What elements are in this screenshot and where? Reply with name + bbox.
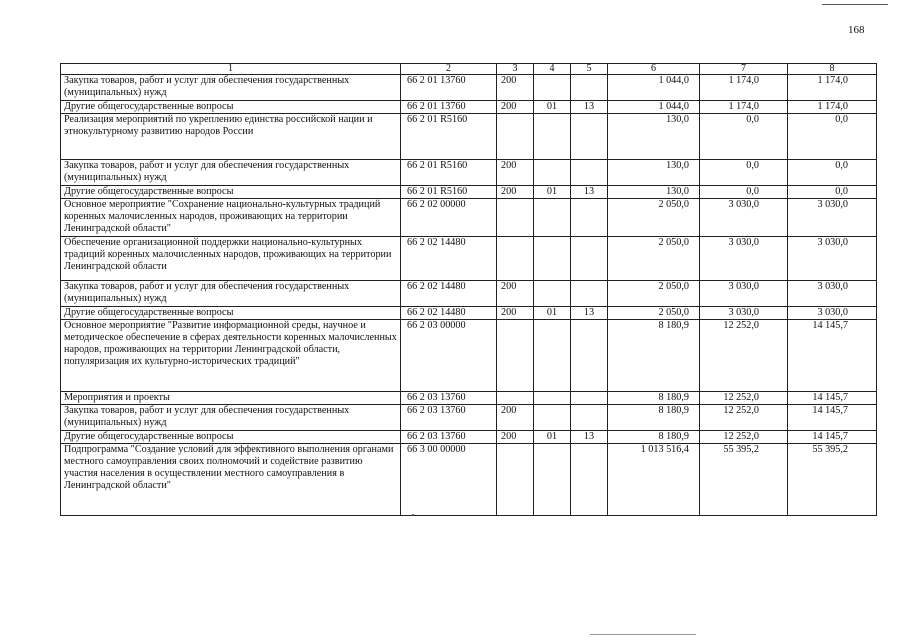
- row-section-cell: [534, 392, 571, 405]
- header-cell: 1: [61, 64, 401, 75]
- row-expense-type-cell: [497, 392, 534, 405]
- row-section-cell: 01: [534, 431, 571, 444]
- row-code-cell: 66 3 00 00000: [401, 444, 497, 516]
- row-value-col6-cell: 1 044,0: [608, 75, 700, 101]
- row-value-col7-cell: 1 174,0: [700, 101, 788, 114]
- row-subsection-cell: 13: [571, 101, 608, 114]
- row-section-cell: [534, 160, 571, 186]
- row-name-cell: Закупка товаров, работ и услуг для обеспечения государственных (муниципальных) нужд: [61, 281, 401, 307]
- top-rule-line: [822, 4, 888, 5]
- row-section-cell: [534, 199, 571, 237]
- row-value-col7-cell: 0,0: [700, 186, 788, 199]
- row-value-col6-cell: 2 050,0: [608, 281, 700, 307]
- row-value-col7-cell: 12 252,0: [700, 431, 788, 444]
- table-row: [61, 281, 877, 307]
- row-value-col8-cell: 14 145,7: [788, 405, 877, 431]
- row-section-cell: [534, 75, 571, 101]
- row-code-cell: 66 2 02 00000: [401, 199, 497, 237]
- row-code-cell: 66 2 01 R5160: [401, 186, 497, 199]
- row-value-col8-cell: 0,0: [788, 186, 877, 199]
- row-name-cell: Закупка товаров, работ и услуг для обеспечения государственных (муниципальных) нужд: [61, 405, 401, 431]
- row-value-col6-cell: 1 013 516,4: [608, 444, 700, 516]
- table-row: [61, 186, 877, 199]
- row-value-col7-cell: 3 030,0: [700, 199, 788, 237]
- row-expense-type-cell: 200: [497, 405, 534, 431]
- row-value-col7-cell: 0,0: [700, 114, 788, 160]
- row-subsection-cell: [571, 75, 608, 101]
- row-expense-type-cell: 200: [497, 281, 534, 307]
- table-row: [61, 101, 877, 114]
- row-value-col6-cell: 2 050,0: [608, 199, 700, 237]
- row-value-col8-cell: 1 174,0: [788, 75, 877, 101]
- row-value-col8-cell: 3 030,0: [788, 281, 877, 307]
- row-value-col7-cell: 0,0: [700, 160, 788, 186]
- row-subsection-cell: [571, 160, 608, 186]
- row-section-cell: 01: [534, 186, 571, 199]
- row-expense-type-cell: 200: [497, 101, 534, 114]
- row-value-col8-cell: 1 174,0: [788, 101, 877, 114]
- header-cell: 7: [700, 64, 788, 75]
- row-value-col7-cell: 1 174,0: [700, 75, 788, 101]
- row-expense-type-cell: 200: [497, 160, 534, 186]
- scan-speck: [412, 514, 414, 516]
- row-section-cell: 01: [534, 101, 571, 114]
- row-subsection-cell: 13: [571, 307, 608, 320]
- row-code-cell: 66 2 02 14480: [401, 281, 497, 307]
- row-code-cell: 66 2 03 00000: [401, 320, 497, 392]
- table-row: [61, 237, 877, 281]
- row-code-cell: 66 2 01 R5160: [401, 160, 497, 186]
- row-name-cell: Закупка товаров, работ и услуг для обеспечения государственных (муниципальных) нужд: [61, 160, 401, 186]
- row-value-col8-cell: 14 145,7: [788, 392, 877, 405]
- row-name-cell: Обеспечение организационной поддержки национально-культурных традиций коренных малочисленных народов, проживающих на территории Ленинградской области: [61, 237, 401, 281]
- row-value-col8-cell: 0,0: [788, 114, 877, 160]
- row-value-col6-cell: 8 180,9: [608, 405, 700, 431]
- row-section-cell: [534, 444, 571, 516]
- row-name-cell: Другие общегосударственные вопросы: [61, 307, 401, 320]
- row-code-cell: 66 2 03 13760: [401, 392, 497, 405]
- row-code-cell: 66 2 01 13760: [401, 75, 497, 101]
- row-value-col7-cell: 12 252,0: [700, 405, 788, 431]
- table-row: [61, 444, 877, 516]
- row-name-cell: Мероприятия и проекты: [61, 392, 401, 405]
- row-expense-type-cell: 200: [497, 75, 534, 101]
- row-code-cell: 66 2 01 R5160: [401, 114, 497, 160]
- row-expense-type-cell: 200: [497, 186, 534, 199]
- row-name-cell: Основное мероприятие "Развитие информационной среды, научное и методическое обеспечение в сферах деятельности коренных малочисленных народов, проживающих на территории Ленинградской области, популяризация их культурно-исторических традиций": [61, 320, 401, 392]
- row-value-col6-cell: 2 050,0: [608, 237, 700, 281]
- table-row: [61, 160, 877, 186]
- row-section-cell: [534, 320, 571, 392]
- row-expense-type-cell: [497, 114, 534, 160]
- row-name-cell: Другие общегосударственные вопросы: [61, 431, 401, 444]
- row-subsection-cell: [571, 114, 608, 160]
- header-cell: 4: [534, 64, 571, 75]
- row-expense-type-cell: 200: [497, 431, 534, 444]
- header-cell: 5: [571, 64, 608, 75]
- row-section-cell: [534, 405, 571, 431]
- table-row: [61, 307, 877, 320]
- row-subsection-cell: 13: [571, 431, 608, 444]
- row-name-cell: Реализация мероприятий по укреплению единства российской нации и этнокультурному развитию народов России: [61, 114, 401, 160]
- row-value-col7-cell: 12 252,0: [700, 392, 788, 405]
- table-header-row: [61, 64, 877, 75]
- row-name-cell: Подпрограмма "Создание условий для эффективного выполнения органами местного самоуправления своих полномочий и содействие развитию участия населения в осуществлении местного самоуправления в Ленинградской области": [61, 444, 401, 516]
- row-subsection-cell: [571, 320, 608, 392]
- row-expense-type-cell: [497, 320, 534, 392]
- row-section-cell: [534, 114, 571, 160]
- row-value-col8-cell: 3 030,0: [788, 237, 877, 281]
- row-value-col6-cell: 8 180,9: [608, 431, 700, 444]
- row-value-col8-cell: 14 145,7: [788, 431, 877, 444]
- row-value-col7-cell: 55 395,2: [700, 444, 788, 516]
- row-code-cell: 66 2 02 14480: [401, 307, 497, 320]
- row-value-col7-cell: 3 030,0: [700, 307, 788, 320]
- row-value-col6-cell: 130,0: [608, 160, 700, 186]
- table-body: [61, 64, 877, 516]
- row-code-cell: 66 2 03 13760: [401, 431, 497, 444]
- header-cell: 3: [497, 64, 534, 75]
- table-row: [61, 114, 877, 160]
- row-code-cell: 66 2 02 14480: [401, 237, 497, 281]
- table-row: [61, 431, 877, 444]
- row-subsection-cell: [571, 199, 608, 237]
- page-number: 168: [848, 24, 865, 36]
- row-subsection-cell: 13: [571, 186, 608, 199]
- row-expense-type-cell: [497, 444, 534, 516]
- row-value-col6-cell: 130,0: [608, 186, 700, 199]
- bottom-rule-line: [590, 634, 696, 635]
- row-code-cell: 66 2 03 13760: [401, 405, 497, 431]
- row-section-cell: [534, 237, 571, 281]
- row-name-cell: Другие общегосударственные вопросы: [61, 101, 401, 114]
- row-subsection-cell: [571, 237, 608, 281]
- row-subsection-cell: [571, 405, 608, 431]
- budget-table: [60, 63, 877, 516]
- header-cell: 2: [401, 64, 497, 75]
- row-value-col6-cell: 130,0: [608, 114, 700, 160]
- row-value-col8-cell: 3 030,0: [788, 199, 877, 237]
- row-value-col7-cell: 12 252,0: [700, 320, 788, 392]
- row-value-col8-cell: 3 030,0: [788, 307, 877, 320]
- row-subsection-cell: [571, 444, 608, 516]
- table-row: [61, 320, 877, 392]
- row-name-cell: Основное мероприятие "Сохранение национально-культурных традиций коренных малочисленных народов, проживающих на территории Ленинградской области": [61, 199, 401, 237]
- table-row: [61, 405, 877, 431]
- row-subsection-cell: [571, 392, 608, 405]
- row-code-cell: 66 2 01 13760: [401, 101, 497, 114]
- row-name-cell: Закупка товаров, работ и услуг для обеспечения государственных (муниципальных) нужд: [61, 75, 401, 101]
- row-value-col6-cell: 1 044,0: [608, 101, 700, 114]
- table-row: [61, 392, 877, 405]
- row-section-cell: 01: [534, 307, 571, 320]
- row-expense-type-cell: [497, 199, 534, 237]
- row-value-col8-cell: 0,0: [788, 160, 877, 186]
- row-value-col6-cell: 2 050,0: [608, 307, 700, 320]
- table-row: [61, 199, 877, 237]
- row-expense-type-cell: [497, 237, 534, 281]
- row-value-col7-cell: 3 030,0: [700, 237, 788, 281]
- row-expense-type-cell: 200: [497, 307, 534, 320]
- header-cell: 6: [608, 64, 700, 75]
- table-row: [61, 75, 877, 101]
- row-value-col8-cell: 14 145,7: [788, 320, 877, 392]
- row-value-col7-cell: 3 030,0: [700, 281, 788, 307]
- row-subsection-cell: [571, 281, 608, 307]
- row-value-col6-cell: 8 180,9: [608, 320, 700, 392]
- row-name-cell: Другие общегосударственные вопросы: [61, 186, 401, 199]
- header-cell: 8: [788, 64, 877, 75]
- row-section-cell: [534, 281, 571, 307]
- row-value-col8-cell: 55 395,2: [788, 444, 877, 516]
- row-value-col6-cell: 8 180,9: [608, 392, 700, 405]
